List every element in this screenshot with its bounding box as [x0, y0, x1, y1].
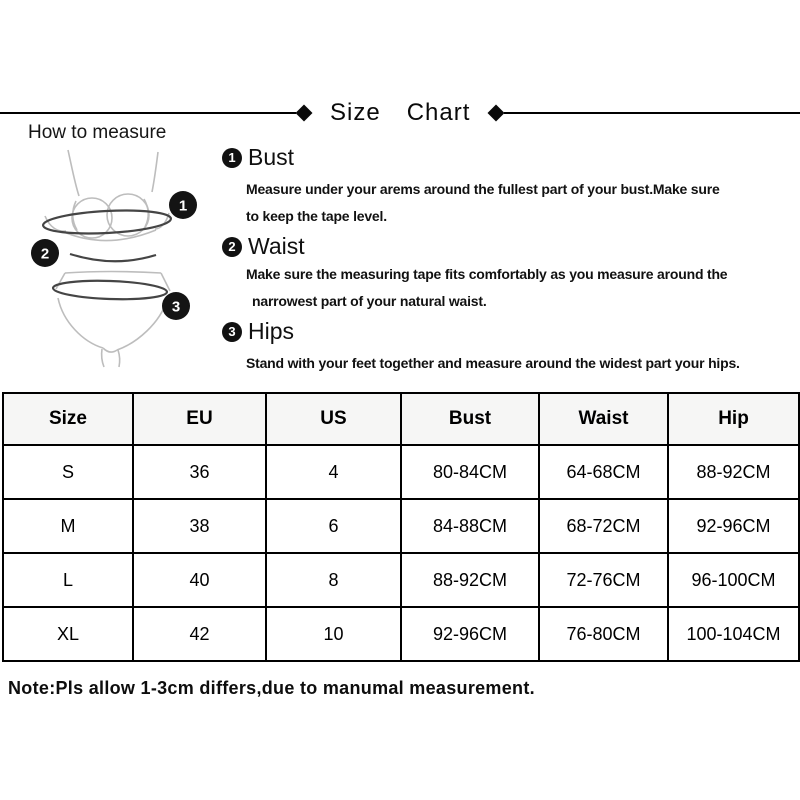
- circled-3-icon: 3: [222, 322, 242, 342]
- cell-xl-bust: 92-96CM: [401, 607, 539, 661]
- cell-xl-eu: 42: [133, 607, 266, 661]
- diamond-icon-right: [488, 105, 505, 122]
- section-bust: [222, 144, 797, 230]
- section-waist-label: Waist: [248, 233, 305, 259]
- measurement-note: Note:Pls allow 1-3cm differs,due to manumal measurement.: [8, 678, 535, 698]
- cell-xl-waist: 76-80CM: [539, 607, 668, 661]
- col-header-hip: Hip: [668, 393, 799, 445]
- size-table: [2, 392, 800, 662]
- marker-2-waist: [31, 239, 59, 267]
- marker-2-number: 2: [40, 245, 50, 263]
- divider-line-left: [0, 112, 296, 114]
- marker-1-number: 1: [178, 197, 188, 215]
- panty-crotch: [103, 348, 117, 352]
- cell-l-hip: 96-100CM: [668, 553, 799, 607]
- page-title-word-2: Chart: [406, 99, 471, 126]
- cell-xl-us: 10: [266, 607, 401, 661]
- cell-s-size: S: [3, 445, 133, 499]
- panty-band-left: [56, 273, 65, 289]
- cell-s-eu: 36: [133, 445, 266, 499]
- section-bust-label: Bust: [248, 144, 295, 170]
- section-waist-line-1: Make sure the measuring tape fits comfortably as you measure around the: [246, 266, 728, 282]
- page-title-word-1: Size: [330, 99, 381, 126]
- panty-edge-left: [58, 298, 103, 348]
- section-bust-text: [222, 176, 797, 230]
- cell-m-size: M: [3, 499, 133, 553]
- cell-m-waist: 68-72CM: [539, 499, 668, 553]
- circled-1-icon: 1: [222, 148, 242, 168]
- section-bust-heading: [222, 144, 797, 171]
- section-hips: [222, 318, 797, 377]
- section-hips-text: [222, 350, 797, 377]
- size-row-xl: [3, 607, 799, 661]
- leg-line-left: [102, 349, 104, 367]
- divider-line-right: [504, 112, 800, 114]
- cell-s-us: 4: [266, 445, 401, 499]
- col-header-us: US: [266, 393, 401, 445]
- cell-l-bust: 88-92CM: [401, 553, 539, 607]
- cell-m-us: 6: [266, 499, 401, 553]
- section-hips-line-1: Stand with your feet together and measure around the widest part your hips.: [246, 355, 740, 371]
- marker-1-bust: [169, 191, 197, 219]
- cell-l-us: 8: [266, 553, 401, 607]
- size-row-m: [3, 499, 799, 553]
- cell-l-size: L: [3, 553, 133, 607]
- section-bust-line-1: Measure under your arems around the fullest part of your bust.Make sure: [246, 181, 720, 197]
- cell-l-waist: 72-76CM: [539, 553, 668, 607]
- cell-xl-hip: 100-104CM: [668, 607, 799, 661]
- size-row-s: [3, 445, 799, 499]
- hip-tape-line: [53, 279, 168, 301]
- leg-line-right: [118, 350, 120, 367]
- section-waist-text: [222, 261, 797, 315]
- section-waist: [222, 233, 797, 315]
- cell-l-eu: 40: [133, 553, 266, 607]
- strap-left-line: [68, 150, 79, 196]
- section-waist-line-2: narrowest part of your natural waist.: [252, 293, 487, 309]
- section-bust-line-2: to keep the tape level.: [246, 208, 387, 224]
- size-table-header-row: [3, 393, 799, 445]
- cell-m-bust: 84-88CM: [401, 499, 539, 553]
- col-header-size: Size: [3, 393, 133, 445]
- diamond-icon-left: [296, 105, 313, 122]
- section-hips-label: Hips: [248, 318, 295, 344]
- cell-s-bust: 80-84CM: [401, 445, 539, 499]
- how-to-measure-title: How to measure: [28, 122, 167, 143]
- col-header-waist: Waist: [539, 393, 668, 445]
- strap-right-line: [152, 152, 158, 192]
- waist-tape-line: [70, 254, 156, 261]
- cell-s-waist: 64-68CM: [539, 445, 668, 499]
- marker-3-number: 3: [171, 298, 181, 316]
- size-row-l: [3, 553, 799, 607]
- page-title: [330, 99, 470, 127]
- circled-2-icon: 2: [222, 237, 242, 257]
- panty-band-top: [65, 272, 161, 274]
- marker-3-hips: [162, 292, 190, 320]
- col-header-bust: Bust: [401, 393, 539, 445]
- section-waist-heading: [222, 233, 797, 260]
- cell-m-eu: 38: [133, 499, 266, 553]
- section-hips-heading: [222, 318, 797, 345]
- cell-xl-size: XL: [3, 607, 133, 661]
- bikini-measure-illustration: [18, 138, 223, 370]
- cell-s-hip: 88-92CM: [668, 445, 799, 499]
- cell-m-hip: 92-96CM: [668, 499, 799, 553]
- col-header-eu: EU: [133, 393, 266, 445]
- panty-edge-right: [117, 300, 167, 350]
